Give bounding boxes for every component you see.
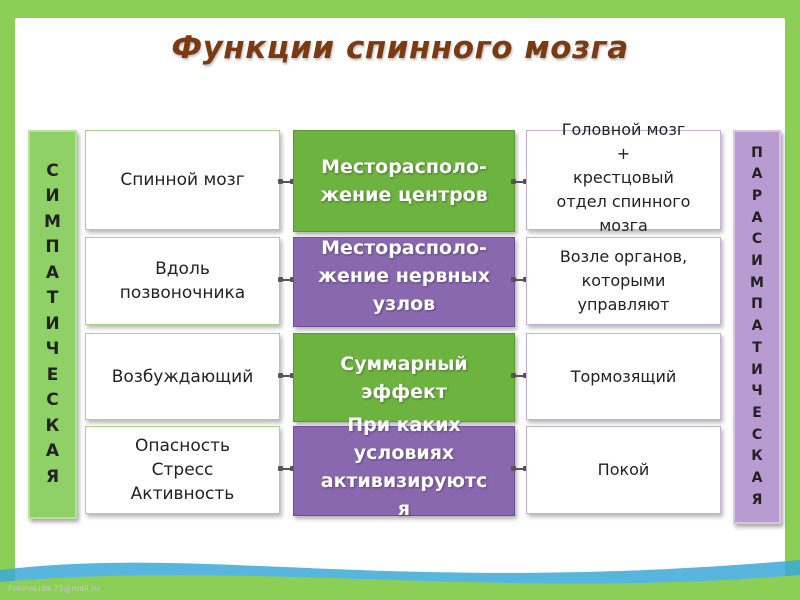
label-letter: К	[751, 448, 763, 465]
parasympathetic-label	[733, 130, 781, 524]
parasympathetic-cell-ganglia	[526, 237, 721, 325]
cell-line: Стресс	[151, 460, 214, 480]
cell-line: Суммарный	[340, 352, 468, 375]
label-letter: С	[46, 160, 59, 181]
label-letter: И	[45, 313, 60, 334]
cell-line: отдел спинного	[556, 192, 691, 211]
decorative-wave	[0, 540, 800, 600]
cell-line: мозга	[599, 216, 648, 235]
cell-line: Месторасполо-	[321, 237, 487, 259]
cell-line: жение центров	[320, 184, 488, 206]
connector	[513, 181, 526, 183]
connector	[513, 279, 526, 281]
label-letter: Я	[45, 466, 60, 487]
label-letter: И	[751, 253, 763, 270]
connector	[513, 375, 526, 377]
label-letter: С	[46, 390, 59, 411]
label-letter: Е	[46, 364, 59, 385]
label-letter: П	[751, 296, 763, 313]
cell-line: эффект	[361, 380, 447, 403]
label-letter: М	[750, 274, 764, 291]
sympathetic-cell-ganglia	[85, 237, 280, 325]
label-letter: С	[751, 426, 763, 443]
label-letter: Я	[751, 491, 763, 508]
slide-title: Функции спинного мозга	[171, 30, 629, 66]
cell-line: Спинной мозг	[120, 170, 245, 190]
function-centers-location	[293, 130, 515, 232]
sympathetic-label	[28, 130, 77, 519]
parasympathetic-cell-centers	[526, 120, 721, 235]
author-email: FokinaLida.75@mail.ru	[8, 584, 100, 593]
cell-line: которыми	[581, 271, 666, 290]
label-letter: А	[751, 318, 763, 335]
cell-line: крестцовый	[573, 168, 674, 187]
cell-line: Месторасполо-	[321, 156, 487, 178]
connector	[280, 181, 293, 183]
cell-line: Опасность	[134, 436, 231, 456]
function-total-effect	[293, 333, 515, 422]
label-letter: И	[751, 361, 763, 378]
label-letter: Е	[752, 404, 762, 421]
label-letter: А	[45, 262, 60, 283]
label-letter: А	[751, 209, 763, 226]
cell-line: Возле органов,	[559, 247, 688, 266]
label-letter: П	[45, 237, 60, 258]
connector	[280, 375, 293, 377]
cell-line: активизируютс	[320, 470, 488, 492]
label-letter: Ч	[751, 383, 763, 400]
cell-line: жение нервных	[318, 265, 490, 287]
cell-line: Активность	[130, 484, 235, 504]
cell-line: узлов	[372, 293, 436, 315]
cell-line: +	[616, 144, 631, 163]
cell-line: позвоночника	[119, 283, 246, 303]
parasympathetic-cell-effect	[526, 333, 721, 420]
function-ganglia-location	[293, 237, 515, 327]
label-letter: Ч	[45, 339, 60, 360]
cell-line: условиях	[353, 442, 455, 464]
label-letter: К	[45, 415, 60, 436]
label-letter: С	[751, 231, 763, 248]
cell-line: При каких	[347, 414, 461, 436]
label-letter: А	[751, 166, 763, 183]
cell-line: я	[397, 498, 411, 520]
sympathetic-cell-centers	[85, 130, 280, 230]
label-letter: Р	[751, 187, 763, 204]
cell-line: Вдоль	[155, 259, 210, 279]
label-letter: М	[44, 211, 61, 232]
connector	[280, 468, 293, 470]
label-letter: А	[45, 441, 60, 462]
sympathetic-cell-conditions	[85, 426, 280, 514]
label-letter: И	[45, 186, 60, 207]
label-letter: Т	[752, 339, 762, 356]
cell-line: Покой	[597, 460, 650, 479]
cell-line: управляют	[577, 295, 670, 314]
function-activation-conditions	[293, 414, 515, 520]
label-letter: А	[751, 470, 763, 487]
label-letter: П	[751, 144, 763, 161]
cell-line: Возбуждающий	[111, 366, 254, 387]
label-letter: Т	[46, 288, 59, 309]
connector	[280, 279, 293, 281]
cell-line: Головной мозг	[561, 120, 686, 139]
connector	[513, 468, 526, 470]
cell-line: Тормозящий	[570, 366, 677, 386]
parasympathetic-cell-conditions	[526, 426, 721, 514]
sympathetic-cell-effect	[85, 333, 280, 420]
